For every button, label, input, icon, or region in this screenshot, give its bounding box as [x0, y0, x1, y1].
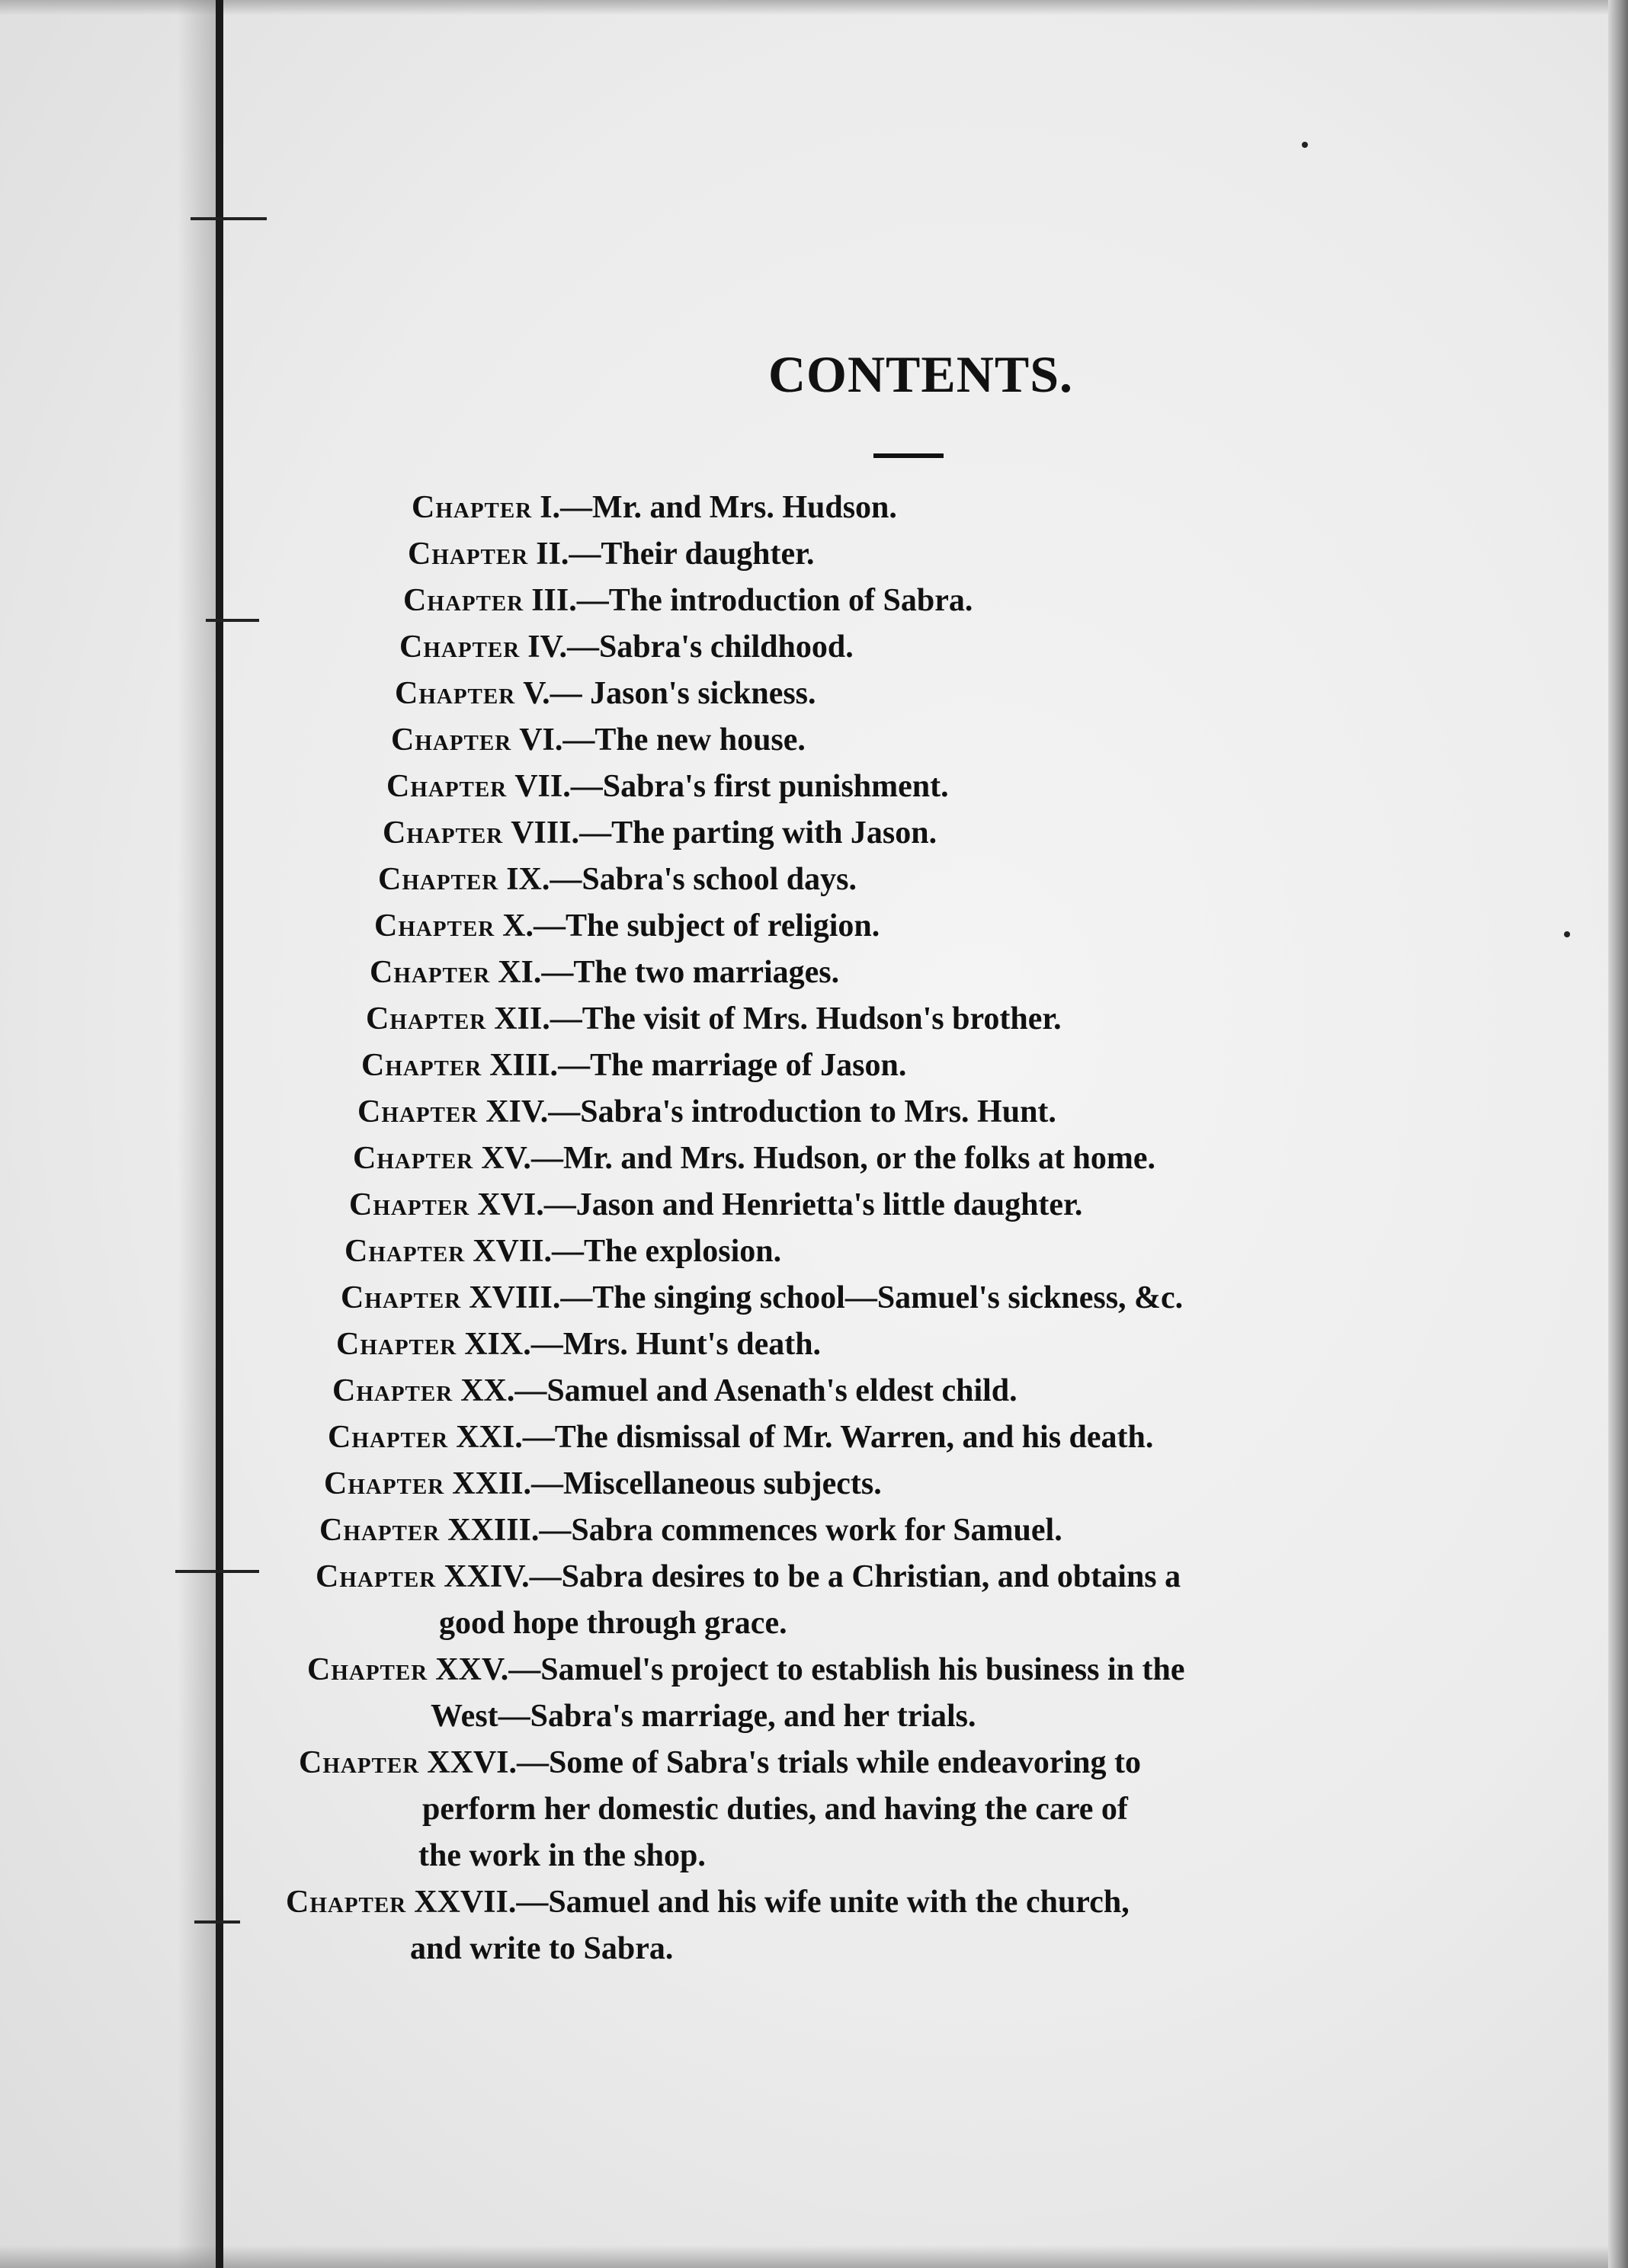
contents-entry	[341, 1275, 1183, 1321]
contents-entry	[408, 531, 814, 577]
chapter-title: —Samuel and his wife unite with the church,	[516, 1885, 1130, 1920]
chapter-title: — Jason's sickness.	[550, 676, 816, 711]
chapter-number: XXVI.	[427, 1745, 518, 1780]
chapter-label: Chapter	[345, 1234, 466, 1269]
chapter-title: —The dismissal of Mr. Warren, and his death.	[522, 1420, 1154, 1455]
chapter-number: IX.	[506, 862, 550, 897]
chapter-title: —Samuel and Asenath's eldest child.	[514, 1373, 1018, 1408]
chapter-number: XI.	[498, 955, 542, 990]
chapter-label: Chapter	[386, 769, 508, 804]
contents-entry	[370, 950, 839, 995]
contents-entry	[307, 1647, 1184, 1693]
chapter-number: I.	[540, 490, 561, 525]
chapter-title: —The subject of religion.	[534, 908, 880, 943]
chapter-number: XVII.	[473, 1234, 553, 1269]
chapter-title: —Sabra's school days.	[550, 862, 857, 897]
contents-entry	[395, 671, 816, 716]
chapter-label: Chapter	[332, 1373, 453, 1408]
chapter-title: —Sabra's childhood.	[566, 629, 854, 665]
chapter-number: VII.	[514, 769, 571, 804]
contents-entry	[383, 810, 937, 856]
chapter-label: Chapter	[395, 676, 516, 711]
chapter-number: XX.	[460, 1373, 515, 1408]
chapter-number: XXVII.	[414, 1885, 517, 1920]
chapter-number: XV.	[481, 1141, 531, 1176]
chapter-title: —Samuel's project to establish his business in the	[508, 1652, 1185, 1687]
chapter-label: Chapter	[366, 1001, 487, 1036]
chapter-number: VI.	[519, 722, 563, 758]
chapter-label: Chapter	[370, 955, 491, 990]
chapter-label: Chapter	[361, 1048, 482, 1083]
chapter-label: Chapter	[316, 1559, 437, 1594]
chapter-title: —Sabra commences work for Samuel.	[539, 1513, 1062, 1548]
chapter-number: XIII.	[489, 1048, 559, 1083]
chapter-label: Chapter	[299, 1745, 420, 1780]
contents-entry	[361, 1043, 906, 1088]
chapter-label: Chapter	[412, 490, 533, 525]
chapter-number: V.	[523, 676, 550, 711]
chapter-label: Chapter	[307, 1652, 428, 1687]
contents-entry	[328, 1414, 1153, 1460]
contents-entry	[403, 578, 973, 623]
chapter-title: —Mr. and Mrs. Hudson.	[560, 490, 897, 525]
chapter-label: Chapter	[353, 1141, 474, 1176]
chapter-title: —Sabra desires to be a Christian, and obtains a	[529, 1559, 1181, 1594]
chapter-title: —The singing school—Samuel's sickness, &c.	[560, 1280, 1184, 1315]
chapter-number: II.	[536, 537, 569, 572]
chapter-number: XXII.	[452, 1466, 532, 1501]
chapter-label: Chapter	[378, 862, 499, 897]
chapter-title-continuation: perform her domestic duties, and having the care of	[422, 1792, 1128, 1827]
contents-entry	[332, 1368, 1018, 1414]
chapter-number: XVI.	[477, 1187, 544, 1222]
chapter-label: Chapter	[357, 1094, 479, 1129]
chapter-label: Chapter	[374, 908, 495, 943]
chapter-number: X.	[502, 908, 534, 943]
contents-entry	[386, 764, 949, 809]
chapter-label: Chapter	[349, 1187, 470, 1222]
chapter-number: XXIV.	[444, 1559, 530, 1594]
chapter-label: Chapter	[324, 1466, 445, 1501]
chapter-label: Chapter	[319, 1513, 441, 1548]
contents-entry	[378, 857, 857, 902]
contents-entry	[349, 1182, 1082, 1228]
chapter-title: —The parting with Jason.	[579, 815, 937, 850]
chapter-number: III.	[531, 583, 577, 618]
chapter-number: XXIII.	[447, 1513, 540, 1548]
chapter-title: —Jason and Henrietta's little daughter.	[543, 1187, 1083, 1222]
chapter-number: XIV.	[486, 1094, 549, 1129]
chapter-label: Chapter	[391, 722, 512, 758]
chapter-title: —Some of Sabra's trials while endeavoring to	[517, 1745, 1142, 1780]
chapter-label: Chapter	[403, 583, 524, 618]
chapter-label: Chapter	[341, 1280, 462, 1315]
chapter-label: Chapter	[399, 629, 521, 665]
chapter-label: Chapter	[383, 815, 504, 850]
chapter-title: —Sabra's introduction to Mrs. Hunt.	[548, 1094, 1056, 1129]
contents-entry	[357, 1089, 1056, 1135]
contents-entry	[412, 485, 897, 530]
chapter-label: Chapter	[336, 1327, 457, 1362]
chapter-number: XII.	[494, 1001, 550, 1036]
chapter-title: —The new house.	[562, 722, 806, 758]
contents-entry	[366, 996, 1062, 1042]
contents-entry	[374, 903, 880, 949]
chapter-label: Chapter	[408, 537, 529, 572]
chapter-title-continuation: good hope through grace.	[439, 1606, 787, 1641]
chapter-title: —The marriage of Jason.	[558, 1048, 907, 1083]
chapter-title-continuation: West—Sabra's marriage, and her trials.	[431, 1699, 976, 1734]
contents-entry	[353, 1136, 1155, 1181]
contents-entry	[316, 1554, 1181, 1600]
chapter-title: —Miscellaneous subjects.	[531, 1466, 882, 1501]
chapter-title: —The visit of Mrs. Hudson's brother.	[550, 1001, 1062, 1036]
contents-entry	[336, 1321, 821, 1367]
chapter-title-continuation: the work in the shop.	[418, 1838, 706, 1873]
chapter-title: —The two marriages.	[541, 955, 840, 990]
chapter-title: —Mr. and Mrs. Hudson, or the folks at home.	[530, 1141, 1155, 1176]
chapter-label: Chapter	[328, 1420, 449, 1455]
contents-entry	[324, 1461, 882, 1507]
chapter-number: XVIII.	[469, 1280, 561, 1315]
chapter-title: —Mrs. Hunt's death.	[530, 1327, 822, 1362]
chapter-title: —Their daughter.	[569, 537, 815, 572]
contents-entry	[345, 1228, 781, 1274]
chapter-number: VIII.	[511, 815, 580, 850]
chapter-number: XXI.	[456, 1420, 523, 1455]
chapter-number: IV.	[527, 629, 567, 665]
contents-entry	[299, 1740, 1141, 1786]
chapter-number: XIX.	[464, 1327, 531, 1362]
chapter-label: Chapter	[286, 1885, 407, 1920]
contents-entry	[399, 624, 854, 670]
chapter-title: —The explosion.	[552, 1234, 782, 1269]
page-title: CONTENTS.	[768, 345, 1074, 403]
chapter-title-continuation: and write to Sabra.	[410, 1931, 674, 1966]
contents-entry	[319, 1507, 1062, 1553]
chapter-title: —The introduction of Sabra.	[576, 583, 973, 618]
chapter-number: XXV.	[435, 1652, 509, 1687]
contents-entry	[391, 717, 806, 763]
contents-entry	[286, 1879, 1130, 1925]
chapter-title: —Sabra's first punishment.	[570, 769, 949, 804]
